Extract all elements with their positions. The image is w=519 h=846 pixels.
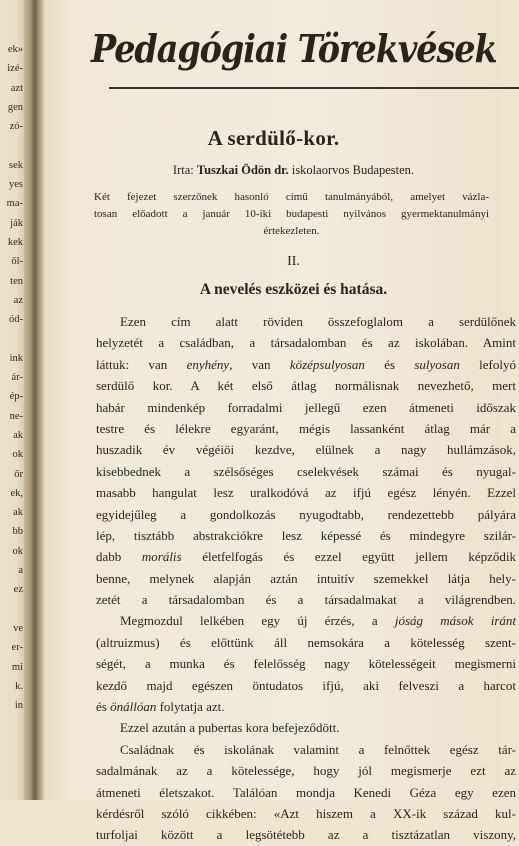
margin-fragment: az bbox=[13, 294, 23, 306]
body-line bbox=[96, 824, 516, 845]
body-line bbox=[96, 504, 516, 525]
body-text: és bbox=[364, 356, 415, 372]
byline-prefix: Irta: bbox=[172, 163, 194, 177]
body-text: kérdésről szóló cikkében: «Azt hiszem a XX-ik század kul- bbox=[96, 805, 516, 821]
body-text: benne, melynek alapján aztán intuitív szemekkel látja hely- bbox=[96, 570, 516, 586]
margin-fragment: gen bbox=[7, 101, 23, 113]
body-text: sadalmának az a kötelessége, hogy jól megismerje ezt az bbox=[96, 763, 516, 779]
body-text: Megmozdul lelkében egy új érzés, a bbox=[120, 613, 395, 629]
margin-fragment: ől- bbox=[11, 256, 23, 268]
article-title: A serdülő-kor. bbox=[207, 126, 340, 150]
body-text: Ezzel azután a pubertas kora befejeződött. bbox=[120, 720, 340, 736]
article-body bbox=[96, 311, 516, 846]
body-text: (altruizmus) és előttünk áll nemsokára a kötelesség szent- bbox=[96, 634, 516, 650]
byline bbox=[92, 163, 495, 178]
margin-fragment: ak bbox=[13, 429, 23, 441]
header-rule bbox=[109, 87, 519, 89]
body-text: életfelfogás és ezzel együtt jellem képződik bbox=[181, 549, 516, 565]
body-line bbox=[96, 589, 516, 610]
body-line bbox=[96, 782, 516, 803]
body-line bbox=[96, 354, 516, 375]
previous-page-edge bbox=[0, 0, 24, 800]
body-line bbox=[96, 482, 516, 503]
journal-page bbox=[44, 0, 516, 843]
emphasis-text: jóság mások iránt bbox=[394, 613, 516, 629]
emphasis-text: önállóan bbox=[110, 699, 157, 715]
body-text: turfoljai között a legsötétebb az a tisztázatlan viszony, bbox=[96, 827, 516, 843]
body-text: habár mindenkép forradalmi jellegű ezen átmeneti időszak bbox=[96, 399, 516, 415]
body-text: dabb bbox=[96, 549, 142, 565]
margin-fragment: er- bbox=[11, 642, 23, 654]
emphasis-text: enyhény bbox=[186, 356, 230, 372]
body-line bbox=[96, 717, 516, 738]
margin-fragment: ok bbox=[12, 449, 23, 461]
margin-fragment: ink bbox=[9, 352, 23, 364]
body-line bbox=[96, 311, 516, 332]
note-line: Két fejezet szerzőnek hasonló című tanulmányából, amelyet vázla- bbox=[94, 191, 489, 203]
body-line bbox=[96, 739, 516, 760]
body-line bbox=[96, 375, 516, 396]
body-text: egyidejűleg a gondolkozás nyugodtabb, rendezettebb pályára bbox=[96, 506, 516, 522]
margin-fragment: k. bbox=[15, 680, 23, 692]
margin-fragment: yes bbox=[9, 179, 23, 191]
body-line bbox=[96, 760, 516, 781]
margin-fragment bbox=[0, 600, 23, 619]
body-text: huszadik év végéiöi kezdve, elülnek a nagy hullámzások, bbox=[96, 442, 516, 458]
body-text: kezdő majd egészen öntudatos ifjú, aki felveszi a harcot bbox=[96, 677, 516, 693]
body-line bbox=[96, 653, 516, 674]
margin-fragment: őr bbox=[14, 468, 23, 480]
body-line bbox=[96, 568, 516, 589]
margin-fragment: zó- bbox=[9, 121, 23, 133]
author-name: Tuszkai Ödön dr. bbox=[196, 163, 289, 177]
margin-fragment: ve bbox=[13, 622, 23, 634]
margin-fragment bbox=[0, 136, 23, 155]
body-line bbox=[96, 397, 516, 418]
previous-page-fragments bbox=[0, 40, 23, 715]
body-text: lefolyó bbox=[459, 356, 516, 372]
body-text: helyzetét a családban, a társadalomban és az iskolában. Amint bbox=[96, 335, 516, 351]
margin-fragment: ép- bbox=[9, 391, 23, 403]
book-binding-gutter bbox=[24, 0, 44, 800]
note-line: tosan előadott a január 10-iki budapesti nyilvános gyermektanulmányi bbox=[94, 208, 489, 220]
margin-fragment: in bbox=[14, 700, 23, 712]
body-text: zetét a társadalomban és a társadalmakat a világrendben. bbox=[96, 592, 516, 608]
body-line bbox=[96, 546, 516, 567]
body-line bbox=[96, 332, 516, 353]
margin-fragment: ek, bbox=[10, 487, 23, 499]
margin-fragment: bb bbox=[12, 526, 23, 538]
body-text: folytatja azt. bbox=[156, 699, 225, 715]
chapter-number: II. bbox=[287, 254, 300, 269]
margin-fragment: ten bbox=[10, 275, 23, 287]
margin-fragment: ód- bbox=[9, 314, 23, 326]
body-text: , van bbox=[229, 356, 290, 372]
margin-fragment: ak bbox=[13, 507, 23, 519]
section-title: A nevelés eszközei és hatása. bbox=[199, 281, 388, 298]
margin-fragment: ma- bbox=[6, 198, 23, 210]
body-text: láttuk: van bbox=[96, 356, 187, 372]
journal-header-title: Pedagógiai Törekvések bbox=[91, 26, 497, 71]
emphasis-text: középsulyosan bbox=[289, 356, 365, 372]
emphasis-text: sulyosan bbox=[414, 356, 460, 372]
margin-fragment: ez bbox=[13, 584, 23, 596]
note-line: értekezleten. bbox=[263, 225, 320, 237]
body-line bbox=[96, 461, 516, 482]
body-text: Ezen cím alatt röviden összefoglalom a serdülőnek bbox=[120, 314, 516, 329]
margin-fragment bbox=[0, 329, 23, 348]
body-text: kisebbednek a szélsőséges cselekvések számai és nyugal- bbox=[96, 463, 516, 479]
body-text: ségét, a munka és felelősség nagy kötelességeit megismerni bbox=[96, 656, 516, 672]
body-text: Családnak és iskolának valamint a felnőttek egész tár- bbox=[120, 741, 516, 757]
body-line bbox=[96, 439, 516, 460]
margin-fragment: ek» bbox=[7, 44, 23, 55]
body-line bbox=[96, 525, 516, 546]
margin-fragment: ne- bbox=[9, 410, 23, 422]
body-text: és bbox=[96, 699, 111, 715]
body-line bbox=[96, 696, 516, 717]
body-line bbox=[96, 418, 516, 439]
margin-fragment: ják bbox=[10, 217, 23, 229]
margin-fragment: a bbox=[18, 565, 23, 577]
body-line bbox=[96, 675, 516, 696]
body-line bbox=[96, 632, 516, 653]
body-text: masabb hangulat lesz uralkodóvá az ifjú egész lényén. Ezzel bbox=[96, 485, 516, 501]
body-line bbox=[96, 610, 516, 631]
body-line bbox=[96, 803, 516, 824]
margin-fragment: kek bbox=[7, 236, 23, 248]
margin-fragment: sek bbox=[9, 159, 23, 171]
margin-fragment: mi bbox=[11, 661, 23, 673]
body-text: testre és lélekre egyaránt, mégis lassanként átlag már a bbox=[96, 420, 516, 436]
body-text: átmeneti életszakot. Találóan mondja Kenedi Géza egy ezen bbox=[96, 784, 516, 800]
margin-fragment: ok bbox=[12, 545, 23, 557]
margin-fragment: azt bbox=[10, 82, 23, 94]
byline-suffix: iskolaorvos Budapesten. bbox=[291, 163, 415, 177]
emphasis-text: morális bbox=[141, 549, 182, 565]
article-note bbox=[94, 189, 489, 240]
margin-fragment: izé- bbox=[7, 63, 23, 75]
body-text: lép, tisztább abstrakciókre lesz képessé és mindegyre szilár- bbox=[96, 527, 516, 543]
margin-fragment: ár- bbox=[11, 372, 23, 384]
body-text: serdülő kor. A két első átlag normálisnak nevezhető, mert bbox=[96, 378, 516, 394]
